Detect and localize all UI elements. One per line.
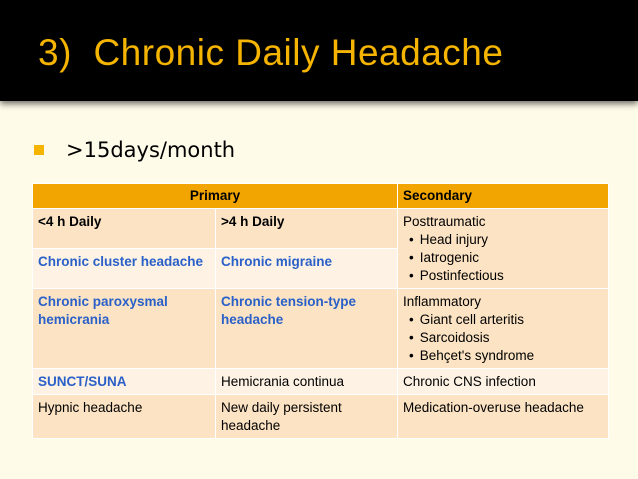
list-item: • Iatrogenic: [403, 249, 603, 267]
table-row: [33, 395, 609, 439]
list-item: • Sarcoidosis: [403, 329, 603, 347]
subheader-short: <4 h Daily: [33, 209, 216, 249]
primary-long-cell: Chronic tension-type headache: [216, 289, 398, 369]
header-secondary: Secondary: [398, 184, 609, 209]
secondary-label: Inflammatory: [403, 294, 482, 309]
secondary-cell: [398, 209, 609, 289]
secondary-cell: [398, 289, 609, 369]
slide-title: 3) Chronic Daily Headache: [38, 32, 504, 73]
header-primary: Primary: [33, 184, 398, 209]
list-item: • Giant cell arteritis: [403, 311, 603, 329]
primary-long-cell: Hemicrania continua: [216, 369, 398, 395]
table-row: [33, 369, 609, 395]
subheader-long: >4 h Daily: [216, 209, 398, 249]
secondary-list: [403, 231, 603, 285]
secondary-cell: Medication-overuse headache: [398, 395, 609, 439]
primary-short-cell: SUNCT/SUNA: [33, 369, 216, 395]
secondary-list: [403, 311, 603, 365]
list-item: • Head injury: [403, 231, 603, 249]
square-bullet-icon: [34, 145, 44, 155]
primary-long-cell: New daily persistent headache: [216, 395, 398, 439]
primary-short-cell: Chronic cluster headache: [33, 249, 216, 289]
primary-short-cell: Hypnic headache: [33, 395, 216, 439]
list-item: • Behçet's syndrome: [403, 347, 603, 365]
table-header-row: [33, 184, 609, 209]
secondary-cell: Chronic CNS infection: [398, 369, 609, 395]
title-bar: [0, 0, 638, 101]
primary-short-cell: Chronic paroxysmal hemicrania: [33, 289, 216, 369]
headache-classification-table: [32, 183, 609, 439]
table-row: [33, 289, 609, 369]
table-row: [33, 209, 609, 249]
bullet-text: >15days/month: [66, 138, 236, 162]
secondary-label: Posttraumatic: [403, 214, 486, 229]
list-item: • Postinfectious: [403, 267, 603, 285]
primary-long-cell: Chronic migraine: [216, 249, 398, 289]
